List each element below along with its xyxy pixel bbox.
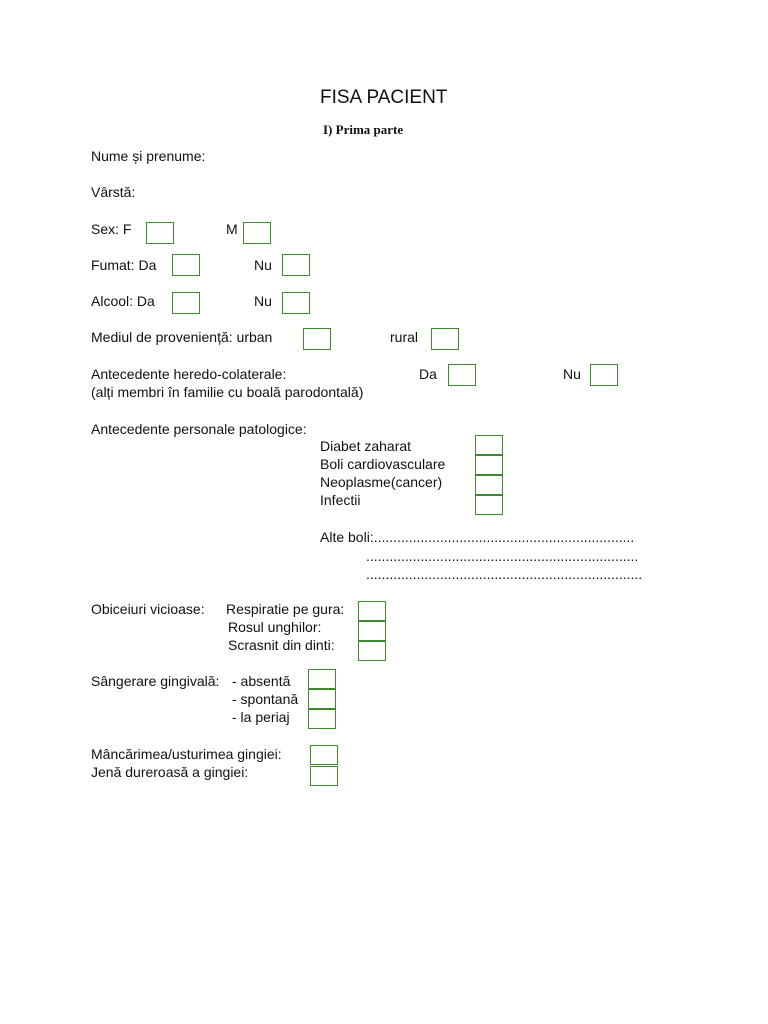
bleeding-spontaneous: - spontană (232, 691, 299, 707)
hereditary-yes-checkbox[interactable] (448, 364, 476, 386)
bleeding-spontaneous-checkbox[interactable] (308, 689, 336, 709)
other-diseases-line-3: ....................................................................... (366, 566, 643, 582)
smoking-no-checkbox[interactable] (282, 254, 310, 276)
nail-biting-checkbox[interactable] (358, 621, 386, 641)
hereditary-note: (alți membri în familie cu boală parodontală) (91, 384, 364, 400)
other-diseases-label: Alte boli:................................................................... (320, 529, 635, 545)
hereditary-label: Antecedente heredo-colaterale: (91, 366, 287, 382)
bleeding-label: Sângerare gingivală: (91, 673, 220, 689)
teeth-grinding-checkbox[interactable] (358, 641, 386, 661)
hereditary-no-checkbox[interactable] (590, 364, 618, 386)
itching-checkbox[interactable] (310, 745, 338, 765)
section-subtitle: I) Prima parte (323, 122, 404, 137)
origin-label: Mediul de proveniență: urban (91, 329, 273, 345)
diabetes-checkbox[interactable] (475, 435, 503, 455)
smoking-no-label: Nu (254, 257, 272, 273)
personal-item-diabetes: Diabet zaharat (320, 438, 412, 454)
neoplasm-checkbox[interactable] (475, 475, 503, 495)
habit-mouth-breathing: Respiratie pe gura: (226, 601, 345, 617)
bleeding-brushing: - la periaj (232, 709, 290, 725)
cardio-checkbox[interactable] (475, 455, 503, 475)
smoking-yes-checkbox[interactable] (172, 254, 200, 276)
itching-label: Mâncărimea/usturimea gingiei: (91, 746, 282, 762)
personal-history-label: Antecedente personale patologice: (91, 421, 307, 437)
origin-rural-checkbox[interactable] (431, 328, 459, 350)
bleeding-brushing-checkbox[interactable] (308, 709, 336, 729)
alcohol-no-checkbox[interactable] (282, 292, 310, 314)
bleeding-absent-checkbox[interactable] (308, 669, 336, 689)
hereditary-no-label: Nu (563, 366, 581, 382)
alcohol-label: Alcool: Da (91, 293, 155, 309)
other-diseases-line-2: ...................................................................... (366, 548, 639, 564)
habit-nail-biting: Rosul unghilor: (228, 619, 322, 635)
page-title: FISA PACIENT (320, 87, 448, 108)
sex-f-checkbox[interactable] (146, 222, 174, 244)
name-label: Nume și prenume: (91, 148, 206, 164)
pain-checkbox[interactable] (310, 766, 338, 786)
habit-teeth-grinding: Scrasnit din dinti: (228, 637, 335, 653)
pain-label: Jenă dureroasă a gingiei: (91, 764, 249, 780)
sex-m-label: M (226, 221, 238, 237)
smoking-label: Fumat: Da (91, 257, 157, 273)
habits-label: Obiceiuri vicioase: (91, 601, 205, 617)
personal-item-infections: Infectii (320, 492, 361, 508)
bleeding-absent: - absentă (232, 673, 291, 689)
infections-checkbox[interactable] (475, 495, 503, 515)
personal-item-neoplasm: Neoplasme(cancer) (320, 474, 443, 490)
alcohol-no-label: Nu (254, 293, 272, 309)
origin-rural-label: rural (390, 329, 419, 345)
sex-m-checkbox[interactable] (243, 222, 271, 244)
age-label: Vârstă: (91, 184, 136, 200)
origin-urban-checkbox[interactable] (303, 328, 331, 350)
alcohol-yes-checkbox[interactable] (172, 292, 200, 314)
hereditary-yes-label: Da (419, 366, 437, 382)
personal-item-cardio: Boli cardiovasculare (320, 456, 446, 472)
sex-label: Sex: F (91, 221, 132, 237)
mouth-breathing-checkbox[interactable] (358, 601, 386, 621)
